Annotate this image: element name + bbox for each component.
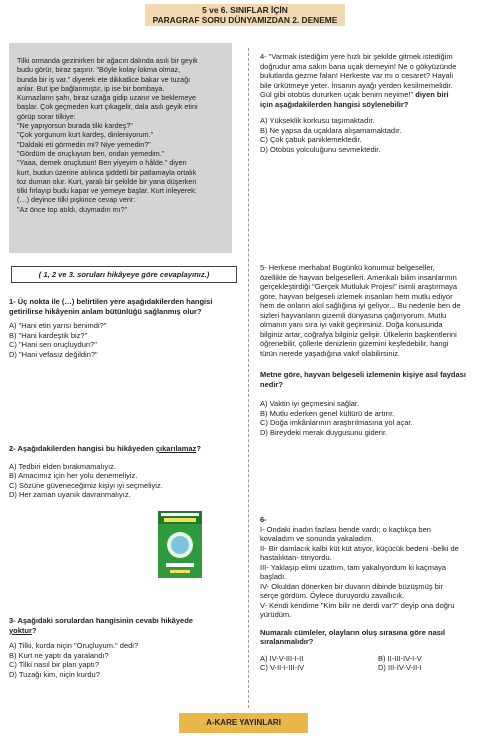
q2-option-b[interactable]: B) Amacımız için her yolu denemeliyiz. bbox=[9, 471, 138, 480]
q6-text-line: kovaladım ve sonunda yakaladım. bbox=[260, 534, 374, 543]
q6-question-line: sıralanmalıdır? bbox=[260, 637, 314, 646]
q3-title-line: 3- Aşağıdaki sorulardan hangisinin cevabı hikâyede bbox=[9, 616, 193, 625]
q1-option-b[interactable]: B) "Hani kardeştik biz?" bbox=[9, 330, 88, 340]
q5-text-line: sizleri hayvanların gizemli dünyasına çağırıyorum. Mutlu bbox=[260, 310, 447, 320]
q5-text-line: göre, hayvan belgeseli izlemek insanları hem mutlu ediyor bbox=[260, 291, 453, 301]
q6-text-line: başladı. bbox=[260, 572, 287, 581]
q5-text-line: hem de onların akıl sağlığına iyi geliyor... Bu nedenle ben de bbox=[260, 301, 461, 310]
question-4 bbox=[260, 52, 486, 154]
q4-text-line: bile ürkütmeye yeter. İnsanın ayağı yerden kesilmemelidir. bbox=[260, 80, 453, 90]
question-1 bbox=[9, 297, 244, 359]
q5-option-d[interactable]: D) Bireydeki merak duygusunu giderir. bbox=[260, 427, 388, 437]
book-cover-image bbox=[158, 511, 202, 578]
q3-option-b[interactable]: B) Kurt ne yaptı da yaralandı? bbox=[9, 650, 109, 660]
q3-option-c[interactable]: C) Tilki nasıl bir plan yaptı? bbox=[9, 660, 100, 669]
story-line: budu görür, biraz şaşırır. "Böyle kolay lokma olmaz, bbox=[17, 65, 181, 75]
q6-text-line: yürüdüm. bbox=[260, 610, 292, 619]
q5-question-line: nedir? bbox=[260, 379, 283, 389]
story-line: başlar. Çok geçmeden kurt çıkagelir, dala asılı geyik etini bbox=[17, 102, 198, 112]
instruction-box: ( 1, 2 ve 3. soruları hikâyeye göre cevaplayınız.) bbox=[11, 266, 237, 283]
q6-text-line: II- Bir damlacık kalbi küt küt atıyor, küçücük bedeni -belki de bbox=[260, 543, 459, 553]
q5-text-line: 5- Herkese merhaba! Bugünkü konumuz belgeseller, bbox=[260, 263, 435, 272]
q1-title-line: 1- Üç nokta ile (…) belirtilen yere aşağıdakilerden hangisi bbox=[9, 297, 213, 306]
q6-text-line: serçe gördüm. Öylece duruyordu zavallıcık. bbox=[260, 591, 405, 600]
q4-text-line: Gül gibi otobüs dururken uçak benim neyime!" diyen biri bbox=[260, 90, 449, 99]
q5-option-c[interactable]: C) Doğa imkânlarının araştırılmasına yol açar. bbox=[260, 418, 413, 427]
q4-option-a[interactable]: A) Yükseklik korkusu taşımaktadır. bbox=[260, 116, 375, 125]
q5-text-line: gerçekleştirdiği "Gerçek Mutluluk Projesi" isimli araştırmaya bbox=[260, 282, 458, 291]
q5-option-a[interactable]: A) Vaktin iyi geçmesini sağlar. bbox=[260, 399, 360, 408]
q4-text-line: doğrudur ama sakın bana uçak demeyin! Ne o gökyüzünde bbox=[260, 61, 457, 71]
q1-option-a[interactable]: A) "Hani etin yarısı benimdi?" bbox=[9, 321, 107, 330]
story-text bbox=[17, 56, 225, 214]
story-line: anlar. But ipe bağlanmıştır, ip ise bir bombaya. bbox=[17, 83, 165, 93]
question-2 bbox=[9, 444, 244, 500]
story-line: kurt, budun üzerine atılınca şiddetli bir patlamayla ortalık bbox=[17, 167, 197, 177]
q4-question-line: için aşağıdakilerden hangisi söylenebilir? bbox=[260, 99, 409, 109]
q6-option-b[interactable]: B) II-III-IV-I-V bbox=[378, 653, 422, 663]
q3-title-line2: yoktur? bbox=[9, 625, 37, 635]
question-5 bbox=[260, 263, 486, 437]
q4-option-c[interactable]: C) Çok çabuk paniklemektedir. bbox=[260, 135, 362, 144]
q1-title-line: getirilirse hikâyenin anlam bütünlüğü sağlanmış olur? bbox=[9, 306, 202, 316]
q4-option-b[interactable]: B) Ne yapsa da uçaklara alışamamaktadır. bbox=[260, 125, 402, 135]
q6-text-line: V- Kendi kendime "Kim bilir ne derdi var?" deyip ona doğru bbox=[260, 600, 455, 610]
q1-option-d[interactable]: D) "Hani vefasız değildin?" bbox=[9, 349, 98, 359]
story-line: Tilki ormanda gezinirken bir ağacın dalında asılı bir geyik bbox=[17, 56, 198, 65]
q5-question-line: Metne göre, hayvan belgeseli izlemenin kişiye asıl faydası bbox=[260, 370, 466, 379]
story-line: "Gördüm de oruçluyum ben, ondan yemedim." bbox=[17, 148, 165, 158]
story-line: (…) deyince tilki pişkince cevap verir: bbox=[17, 195, 136, 205]
q3-option-a[interactable]: A) Tilki, kurda niçin "Oruçluyum." dedi? bbox=[9, 641, 139, 650]
story-line: bunda bir iş var." diyerek ete dikkatlice bakar ve tuzağı bbox=[17, 74, 191, 84]
q5-text-line: türün nerede yaşadığına vakıf olabilirsiniz. bbox=[260, 348, 401, 358]
story-line: "Çok yorgunum kurt kardeş, dinleniyorum." bbox=[17, 130, 154, 140]
story-line: tilki fırlayıp budu kapar ve yemeye başlar. Kurt inleyerek: bbox=[17, 186, 197, 196]
q5-text-line: bilginiz artar, coğrafya bilginiz gelişir. Ülkelerin başkentlerini bbox=[260, 329, 457, 339]
q3-option-d[interactable]: D) Tuzağı kim, niçin kurdu? bbox=[9, 669, 100, 679]
q6-option-a[interactable]: A) IV-V-III-I-II bbox=[260, 653, 304, 663]
q6-number: 6- bbox=[260, 515, 267, 524]
story-line: "Ne yapıyorsun burada tilki kardeş?" bbox=[17, 121, 133, 131]
q1-option-c[interactable]: C) "Hani sen oruçluydun?" bbox=[9, 340, 97, 349]
story-line: toz duman olur. Kurt, yaralı bir şekilde bir yana düşerken bbox=[17, 176, 197, 186]
header-line1: 5 ve 6. SINIFLAR İÇİN bbox=[202, 5, 288, 15]
header-line2: PARAGRAF SORU DÜNYAMIZDAN 2. DENEME bbox=[152, 15, 338, 25]
story-line: "Daldaki eti görmedin mi? Niye yemedin?" bbox=[17, 139, 151, 149]
story-line: Kurnazların şahı, biraz uzağa gidip uzanır ve beklemeye bbox=[17, 93, 196, 103]
q4-option-d[interactable]: D) Otobüs yolculuğunu sevmektedir. bbox=[260, 144, 381, 154]
header-title bbox=[145, 4, 346, 26]
q2-title: 2- Aşağıdakilerden hangisi bu hikâyeden çıkarılamaz? bbox=[9, 444, 201, 453]
column-divider bbox=[248, 48, 249, 708]
q5-text-line: olmanın yanı sıra iyi vakit geçirirsiniz. Doğa konusunda bbox=[260, 320, 443, 329]
q2-option-d[interactable]: D) Her zaman uyanık davranmalıyız. bbox=[9, 490, 131, 499]
q2-option-c[interactable]: C) Sözüne güveneceğimiz kişiyi iyi seçmeliyiz. bbox=[9, 480, 163, 490]
q4-text-line: bulutlarda gezme falan! Herkeste var mı o cesaret? Hayali bbox=[260, 71, 454, 80]
story-line: "Az önce top atıldı, duymadın mı?" bbox=[17, 204, 128, 214]
q6-option-c[interactable]: C) V-II-I-III-IV bbox=[260, 663, 305, 672]
q6-question-line: Numaralı cümleler, olayların oluş sırasına göre nasıl bbox=[260, 627, 446, 637]
story-line: görüp sorar tilkiye: bbox=[17, 111, 76, 121]
page-header bbox=[0, 4, 490, 28]
q6-text-line: IV- Okuldan dönerken bir duvarın dibinde büzüşmüş bir bbox=[260, 581, 444, 591]
q5-text-line: özellikle de hayvan belgeselleri. Amerikalı bilim insanlarının bbox=[260, 272, 457, 282]
publisher-footer: A-KARE YAYINLARI bbox=[179, 713, 308, 733]
story-line: "Yaaa, demek oruçlusun! Ben yiyeyim o hâlde." diyen bbox=[17, 158, 187, 168]
q6-text-line: III- Yaklaşıp elimi uzattım, tam yakalıyordum ki kaçmaya bbox=[260, 562, 447, 572]
q6-text-line: hastalıktan- titriyordu. bbox=[260, 553, 332, 562]
q6-text-line: I- Ondaki inadın fazlası bende vardı; o kaçtıkça ben bbox=[260, 524, 431, 534]
question-6 bbox=[260, 515, 486, 673]
q5-option-b[interactable]: B) Mutlu ederken genel kültürü de artırır. bbox=[260, 408, 395, 418]
q2-option-a[interactable]: A) Tedbiri elden bırakmamalıyız. bbox=[9, 461, 116, 471]
q6-option-d[interactable]: D) III-IV-V-II-I bbox=[378, 663, 422, 672]
question-3 bbox=[9, 616, 244, 679]
q5-text-line: öğrenebilir, çöllerle denizlerin gizemini keşfedebilir, hangi bbox=[260, 339, 449, 348]
q4-text-line: 4- "Varmak istediğim yere hızlı bir şekilde gitmek istediğim bbox=[260, 52, 453, 61]
